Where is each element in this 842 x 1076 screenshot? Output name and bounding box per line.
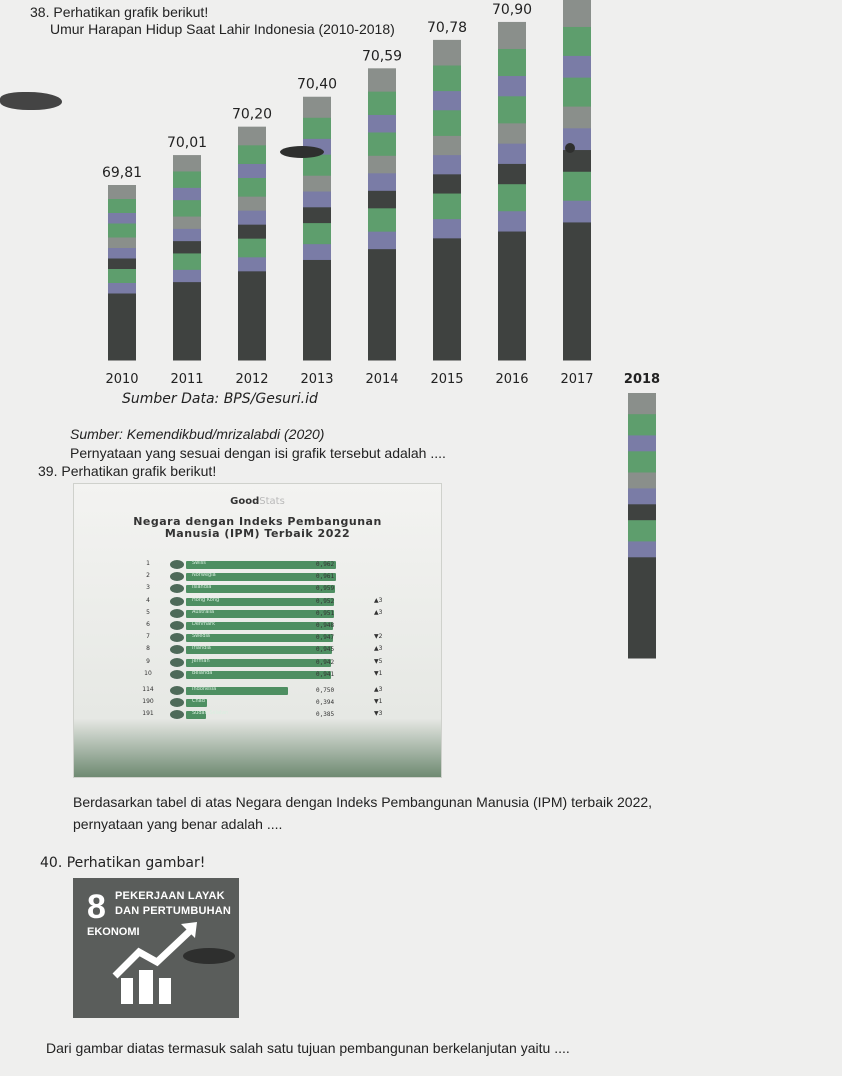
bar-segment	[303, 97, 331, 119]
year-label: 2013	[300, 372, 334, 387]
bar-segment	[433, 238, 461, 360]
ipm-country-name: Chad	[192, 698, 205, 705]
bar-segment	[108, 294, 136, 361]
bar-value-label: 70,40	[296, 76, 338, 93]
bar-segment	[238, 164, 266, 179]
ipm-rank: 6	[146, 621, 150, 628]
brand-logo	[74, 496, 441, 507]
bar-segment	[498, 96, 526, 124]
growth-chart-icon	[73, 878, 239, 1018]
ipm-value: 0,961	[316, 573, 335, 581]
bar-value-label: 70,01	[166, 135, 208, 152]
ipm-value: 0,941	[316, 670, 335, 678]
brand-bold: Good	[230, 496, 260, 507]
bar-segment	[238, 239, 266, 258]
bar-segment	[563, 201, 591, 223]
bar-segment	[108, 238, 136, 249]
ipm-change: ▲3	[374, 686, 383, 693]
bar-segment	[108, 199, 136, 214]
bar-segment	[303, 155, 331, 177]
q40-heading: 40. Perhatikan gambar!	[40, 855, 206, 871]
bar-segment	[563, 27, 591, 56]
ipm-value: 0,394	[316, 699, 335, 707]
bar-segment	[628, 541, 656, 557]
flag-icon	[170, 645, 184, 654]
bar-2015	[433, 40, 461, 361]
bar-segment	[563, 56, 591, 78]
ipm-rank: 191	[142, 710, 154, 718]
bar-2014	[368, 68, 396, 360]
bar-segment	[173, 217, 201, 230]
bar-segment	[303, 207, 331, 223]
flag-icon	[170, 584, 184, 593]
sdg-line3: EKONOMI	[87, 926, 140, 938]
ipm-value: 0,959	[316, 585, 335, 593]
ipm-country-name: Swiss	[192, 560, 206, 566]
ipm-country-name: Denmark	[192, 621, 215, 627]
bar-segment	[628, 451, 656, 473]
bar-segment	[368, 208, 396, 232]
bar-value-label: 70,78	[426, 19, 468, 36]
bar-segment	[238, 127, 266, 146]
ipm-rank: 9	[146, 657, 150, 665]
bar-segment	[238, 257, 266, 272]
bar-segment	[433, 91, 461, 111]
bar-value-label: 70,90	[491, 1, 533, 18]
bar-segment	[238, 145, 266, 164]
year-label: 2017	[560, 372, 594, 387]
ipm-bar	[186, 561, 336, 569]
bar-segment	[628, 520, 656, 542]
ipm-value: 0,750	[316, 687, 335, 694]
ipm-rank: 4	[146, 596, 150, 604]
bar-segment	[108, 213, 136, 224]
bar-segment	[563, 0, 591, 27]
bar-2010	[108, 185, 136, 361]
ipm-title-line1: Negara dengan Indeks Pembangunan	[133, 515, 382, 528]
bar-2012	[238, 127, 266, 361]
ipm-rank: 190	[142, 698, 154, 706]
bar-segment	[563, 78, 591, 107]
ipm-change: ▲3	[374, 608, 383, 616]
bar-segment	[433, 136, 461, 156]
bar-segment	[303, 260, 331, 361]
bar-segment	[563, 222, 591, 360]
flag-icon	[170, 670, 184, 679]
bar-segment	[433, 194, 461, 220]
ipm-value: 0,962	[316, 561, 335, 568]
sdg-line2: DAN PERTUMBUHAN	[115, 905, 232, 917]
bar-value-label: 70,59	[361, 48, 403, 65]
bar-segment	[563, 150, 591, 172]
flag-icon	[170, 658, 184, 667]
bar-segment	[108, 269, 136, 284]
q39-heading: 39. Perhatikan grafik berikut!	[38, 463, 217, 479]
ipm-value: 0,951	[316, 609, 335, 617]
bar-2016	[498, 22, 526, 361]
ipm-value: 0,948	[316, 622, 335, 629]
q38-prompt: Pernyataan yang sesuai dengan isi grafik tersebut adalah ....	[70, 445, 446, 461]
year-label: 2016	[495, 372, 529, 387]
flag-icon	[170, 609, 184, 618]
ipm-change: ▼2	[374, 633, 383, 641]
bar-segment	[108, 283, 136, 294]
bar-segment	[108, 259, 136, 270]
year-label: 2018	[623, 372, 661, 387]
bar-segment	[433, 219, 461, 239]
ipm-change: ▲3	[374, 645, 383, 653]
bar-segment	[303, 176, 331, 192]
bar-segment	[498, 211, 526, 232]
ipm-country-name: Belanda	[192, 669, 213, 676]
ipm-country-name: Irlandia	[192, 645, 211, 652]
bar-segment	[498, 76, 526, 97]
bar-segment	[303, 244, 331, 260]
flag-icon	[170, 572, 184, 581]
bar-segment	[628, 435, 656, 451]
bar-segment	[108, 185, 136, 200]
ipm-value: 0,947	[316, 634, 335, 642]
flag-icon	[170, 597, 184, 606]
ipm-country-name: Australia	[192, 608, 215, 615]
flag-icon	[170, 710, 184, 719]
ipm-value: 0,942	[316, 658, 335, 666]
bar-segment	[173, 171, 201, 188]
bar-segment	[433, 65, 461, 91]
q38-heading: 38. Perhatikan grafik berikut!	[30, 4, 209, 20]
bar-segment	[498, 164, 526, 185]
flag-icon	[170, 698, 184, 707]
bar-segment	[368, 92, 396, 116]
chart-data-source: Sumber Data: BPS/Gesuri.id	[122, 391, 318, 407]
sdg-number: 8	[87, 888, 106, 926]
bar-segment	[108, 224, 136, 239]
bar-segment	[628, 473, 656, 489]
bar-segment	[498, 22, 526, 50]
bar-segment	[433, 110, 461, 136]
year-label: 2012	[235, 372, 269, 387]
ipm-rank: 1	[146, 560, 150, 567]
bar-segment	[368, 156, 396, 174]
bar-segment	[108, 248, 136, 259]
bar-segment	[238, 178, 266, 197]
flag-icon	[170, 686, 184, 695]
ipm-change: ▲3	[374, 596, 383, 604]
ipm-rank: 5	[146, 608, 150, 616]
bar-segment	[628, 557, 656, 658]
ipm-value: 0,945	[316, 646, 335, 654]
ipm-title	[74, 516, 441, 540]
bar-value-label: 69,81	[101, 165, 143, 181]
ipm-row	[74, 708, 441, 722]
ipm-change: ▼1	[374, 698, 383, 706]
flag-icon	[170, 633, 184, 642]
year-label: 2010	[105, 372, 139, 387]
bar-segment	[173, 229, 201, 242]
bar-segment	[433, 155, 461, 175]
q40-prompt: Dari gambar diatas termasuk salah satu tujuan pembangunan berkelanjutan yaitu ....	[46, 1040, 570, 1056]
sdg-8-tile	[73, 878, 239, 1018]
bar-segment	[498, 144, 526, 165]
ipm-title-line2: Manusia (IPM) Terbaik 2022	[164, 527, 351, 540]
ink-dot	[565, 143, 575, 153]
bar-segment	[303, 223, 331, 245]
ipm-rank: 2	[146, 572, 150, 580]
ipm-change: ▼1	[374, 669, 383, 677]
bar-segment	[563, 107, 591, 129]
bar-segment	[368, 232, 396, 250]
q38-chart-title: Umur Harapan Hidup Saat Lahir Indonesia (2010-2018)	[50, 21, 395, 37]
bar-segment	[173, 188, 201, 201]
bar-segment	[628, 393, 656, 415]
bar-segment	[628, 414, 656, 436]
ipm-rank: 10	[144, 669, 152, 677]
year-label: 2014	[365, 372, 399, 387]
bar-segment	[173, 270, 201, 283]
ipm-rank: 7	[146, 633, 150, 641]
ipm-country-name: Indonesia	[192, 686, 217, 692]
ipm-country-name: Sudan Selatan	[192, 710, 229, 717]
ipm-country-name: Swedia	[192, 633, 210, 640]
ink-mark	[280, 146, 324, 158]
bar-segment	[498, 123, 526, 144]
year-label: 2015	[430, 372, 464, 387]
bar-segment	[238, 271, 266, 360]
bar-segment	[368, 249, 396, 360]
bar-segment	[368, 173, 396, 191]
bar-2018	[628, 393, 656, 659]
bar-segment	[173, 241, 201, 254]
bar-segment	[433, 40, 461, 66]
ipm-country-name: Islandia	[192, 584, 212, 591]
bar-segment	[433, 174, 461, 194]
bar-segment	[368, 68, 396, 92]
bar-segment	[498, 49, 526, 77]
bar-segment	[238, 197, 266, 212]
bar-2011	[173, 155, 201, 360]
bar-segment	[303, 192, 331, 208]
sdg-line1: PEKERJAAN LAYAK	[115, 890, 225, 902]
bar-segment	[498, 184, 526, 212]
ipm-rank: 3	[146, 584, 150, 592]
ipm-value: 0,952	[316, 597, 335, 605]
bar-segment	[238, 225, 266, 240]
bar-segment	[173, 155, 201, 172]
bar-segment	[173, 200, 201, 217]
bar-2017	[563, 0, 591, 361]
ipm-change: ▼3	[374, 710, 383, 718]
q39-prompt-line2: pernyataan yang benar adalah ....	[73, 816, 283, 832]
bar-segment	[173, 282, 201, 360]
ipm-rank: 8	[146, 645, 150, 653]
flag-icon	[170, 621, 184, 630]
bar-segment	[303, 118, 331, 140]
flag-icon	[170, 560, 184, 569]
ipm-rank: 114	[142, 686, 154, 693]
ipm-value: 0,385	[316, 711, 335, 719]
bar-segment	[498, 232, 526, 361]
ipm-row	[74, 668, 441, 682]
ipm-country-name: Jerman	[192, 657, 210, 664]
bar-segment	[368, 115, 396, 133]
q39-prompt-line1: Berdasarkan tabel di atas Negara dengan Indeks Pembangunan Manusia (IPM) terbaik 2022,	[73, 794, 653, 810]
q38-image-source: Sumber: Kemendikbud/mrizalabdi (2020)	[70, 426, 325, 442]
ipm-change: ▼5	[374, 657, 383, 665]
bar-segment	[238, 211, 266, 226]
bar-segment	[563, 172, 591, 201]
bar-segment	[173, 253, 201, 270]
ipm-country-name: Norwegia	[192, 572, 216, 579]
bar-value-label: 70,20	[231, 106, 273, 123]
bar-segment	[628, 488, 656, 504]
bar-segment	[368, 132, 396, 156]
ipm-infographic	[73, 483, 442, 778]
ipm-country-name: Hong Kong	[192, 596, 220, 603]
year-label: 2011	[170, 372, 204, 387]
bar-segment	[368, 191, 396, 209]
bar-2013	[303, 97, 331, 361]
bar-segment	[628, 504, 656, 520]
brand-light: Stats	[259, 496, 285, 507]
